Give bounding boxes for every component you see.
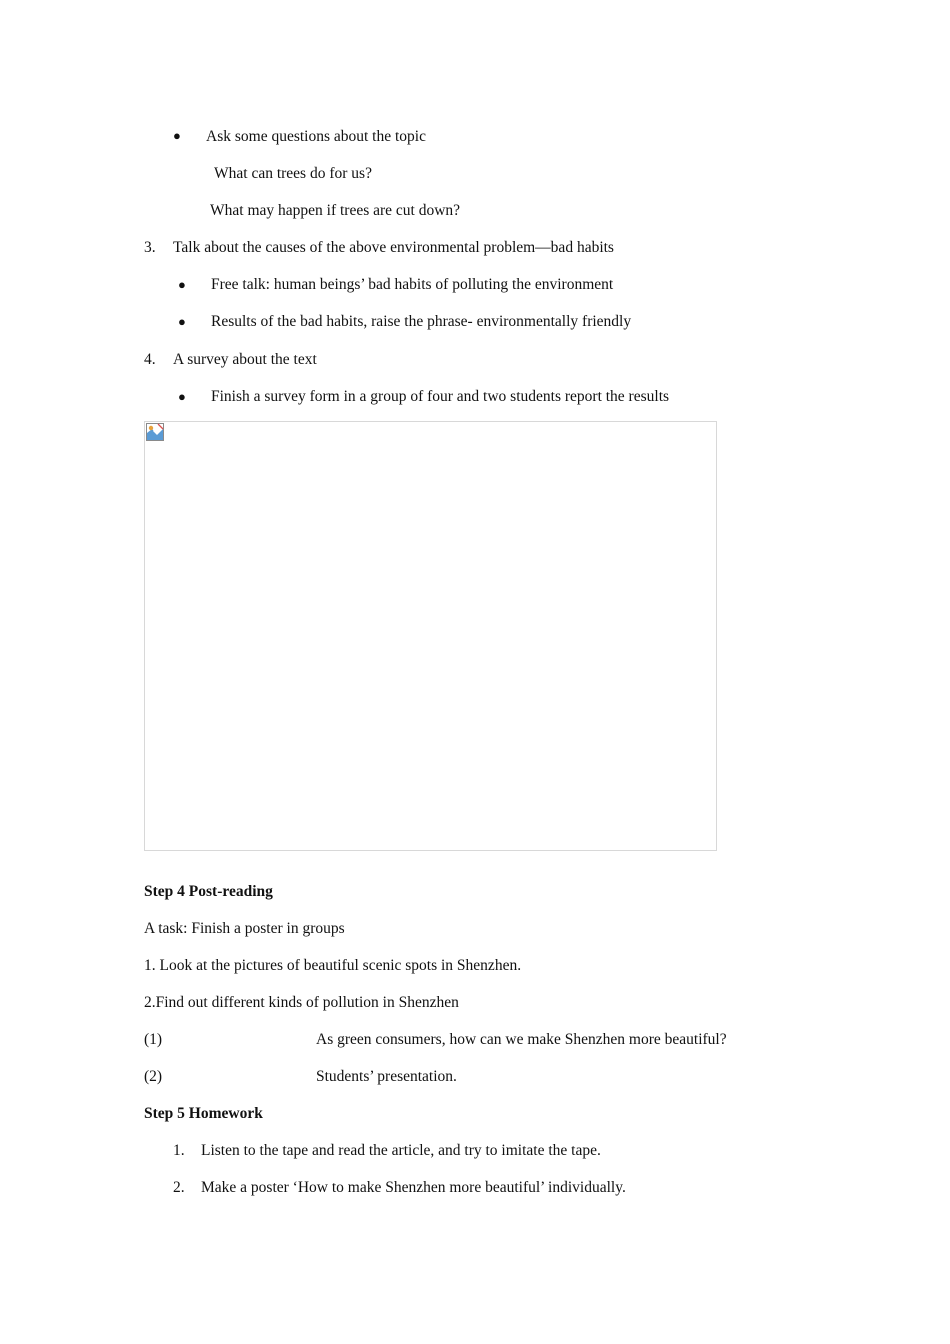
step-5-heading: Step 5 Homework: [144, 1105, 263, 1122]
bullet-marker: ●: [178, 389, 186, 404]
bullet-marker: ●: [178, 277, 186, 292]
image-placeholder: [144, 421, 717, 851]
step-4-point-1: 1. Look at the pictures of beautiful scenic spots in Shenzhen.: [144, 957, 522, 974]
item-3-text: Talk about the causes of the above environmental problem—bad habits: [173, 239, 614, 256]
sub-item-1-text: As green consumers, how can we make Shenzhen more beautiful?: [316, 1031, 727, 1048]
item-4-text: A survey about the text: [173, 351, 317, 368]
step-4-task: A task: Finish a poster in groups: [144, 920, 345, 937]
ask-questions-line: Ask some questions about the topic: [206, 128, 426, 145]
item-4-number: 4.: [144, 351, 156, 368]
free-talk-line: Free talk: human beings’ bad habits of polluting the environment: [211, 276, 614, 293]
question-trees-cut: What may happen if trees are cut down?: [210, 202, 461, 219]
survey-line: Finish a survey form in a group of four and two students report the results: [211, 388, 670, 405]
question-trees-do: What can trees do for us?: [214, 165, 372, 182]
step-4-point-2: 2.Find out different kinds of pollution in Shenzhen: [144, 994, 459, 1011]
sub-item-2-number: (2): [144, 1068, 163, 1085]
homework-1-number: 1.: [173, 1142, 185, 1159]
bullet-marker: ●: [178, 314, 186, 329]
sub-item-1-number: (1): [144, 1031, 163, 1048]
bullet-marker: ●: [173, 128, 181, 143]
item-3-number: 3.: [144, 239, 156, 256]
results-line: Results of the bad habits, raise the phrase- environmentally friendly: [211, 313, 632, 330]
step-4-heading: Step 4 Post-reading: [144, 883, 273, 900]
homework-2-text: Make a poster ‘How to make Shenzhen more beautiful’ individually.: [201, 1179, 626, 1196]
homework-1-text: Listen to the tape and read the article, and try to imitate the tape.: [201, 1142, 601, 1159]
sub-item-2-text: Students’ presentation.: [316, 1068, 457, 1085]
homework-2-number: 2.: [173, 1179, 185, 1196]
broken-image-icon: [146, 423, 164, 441]
